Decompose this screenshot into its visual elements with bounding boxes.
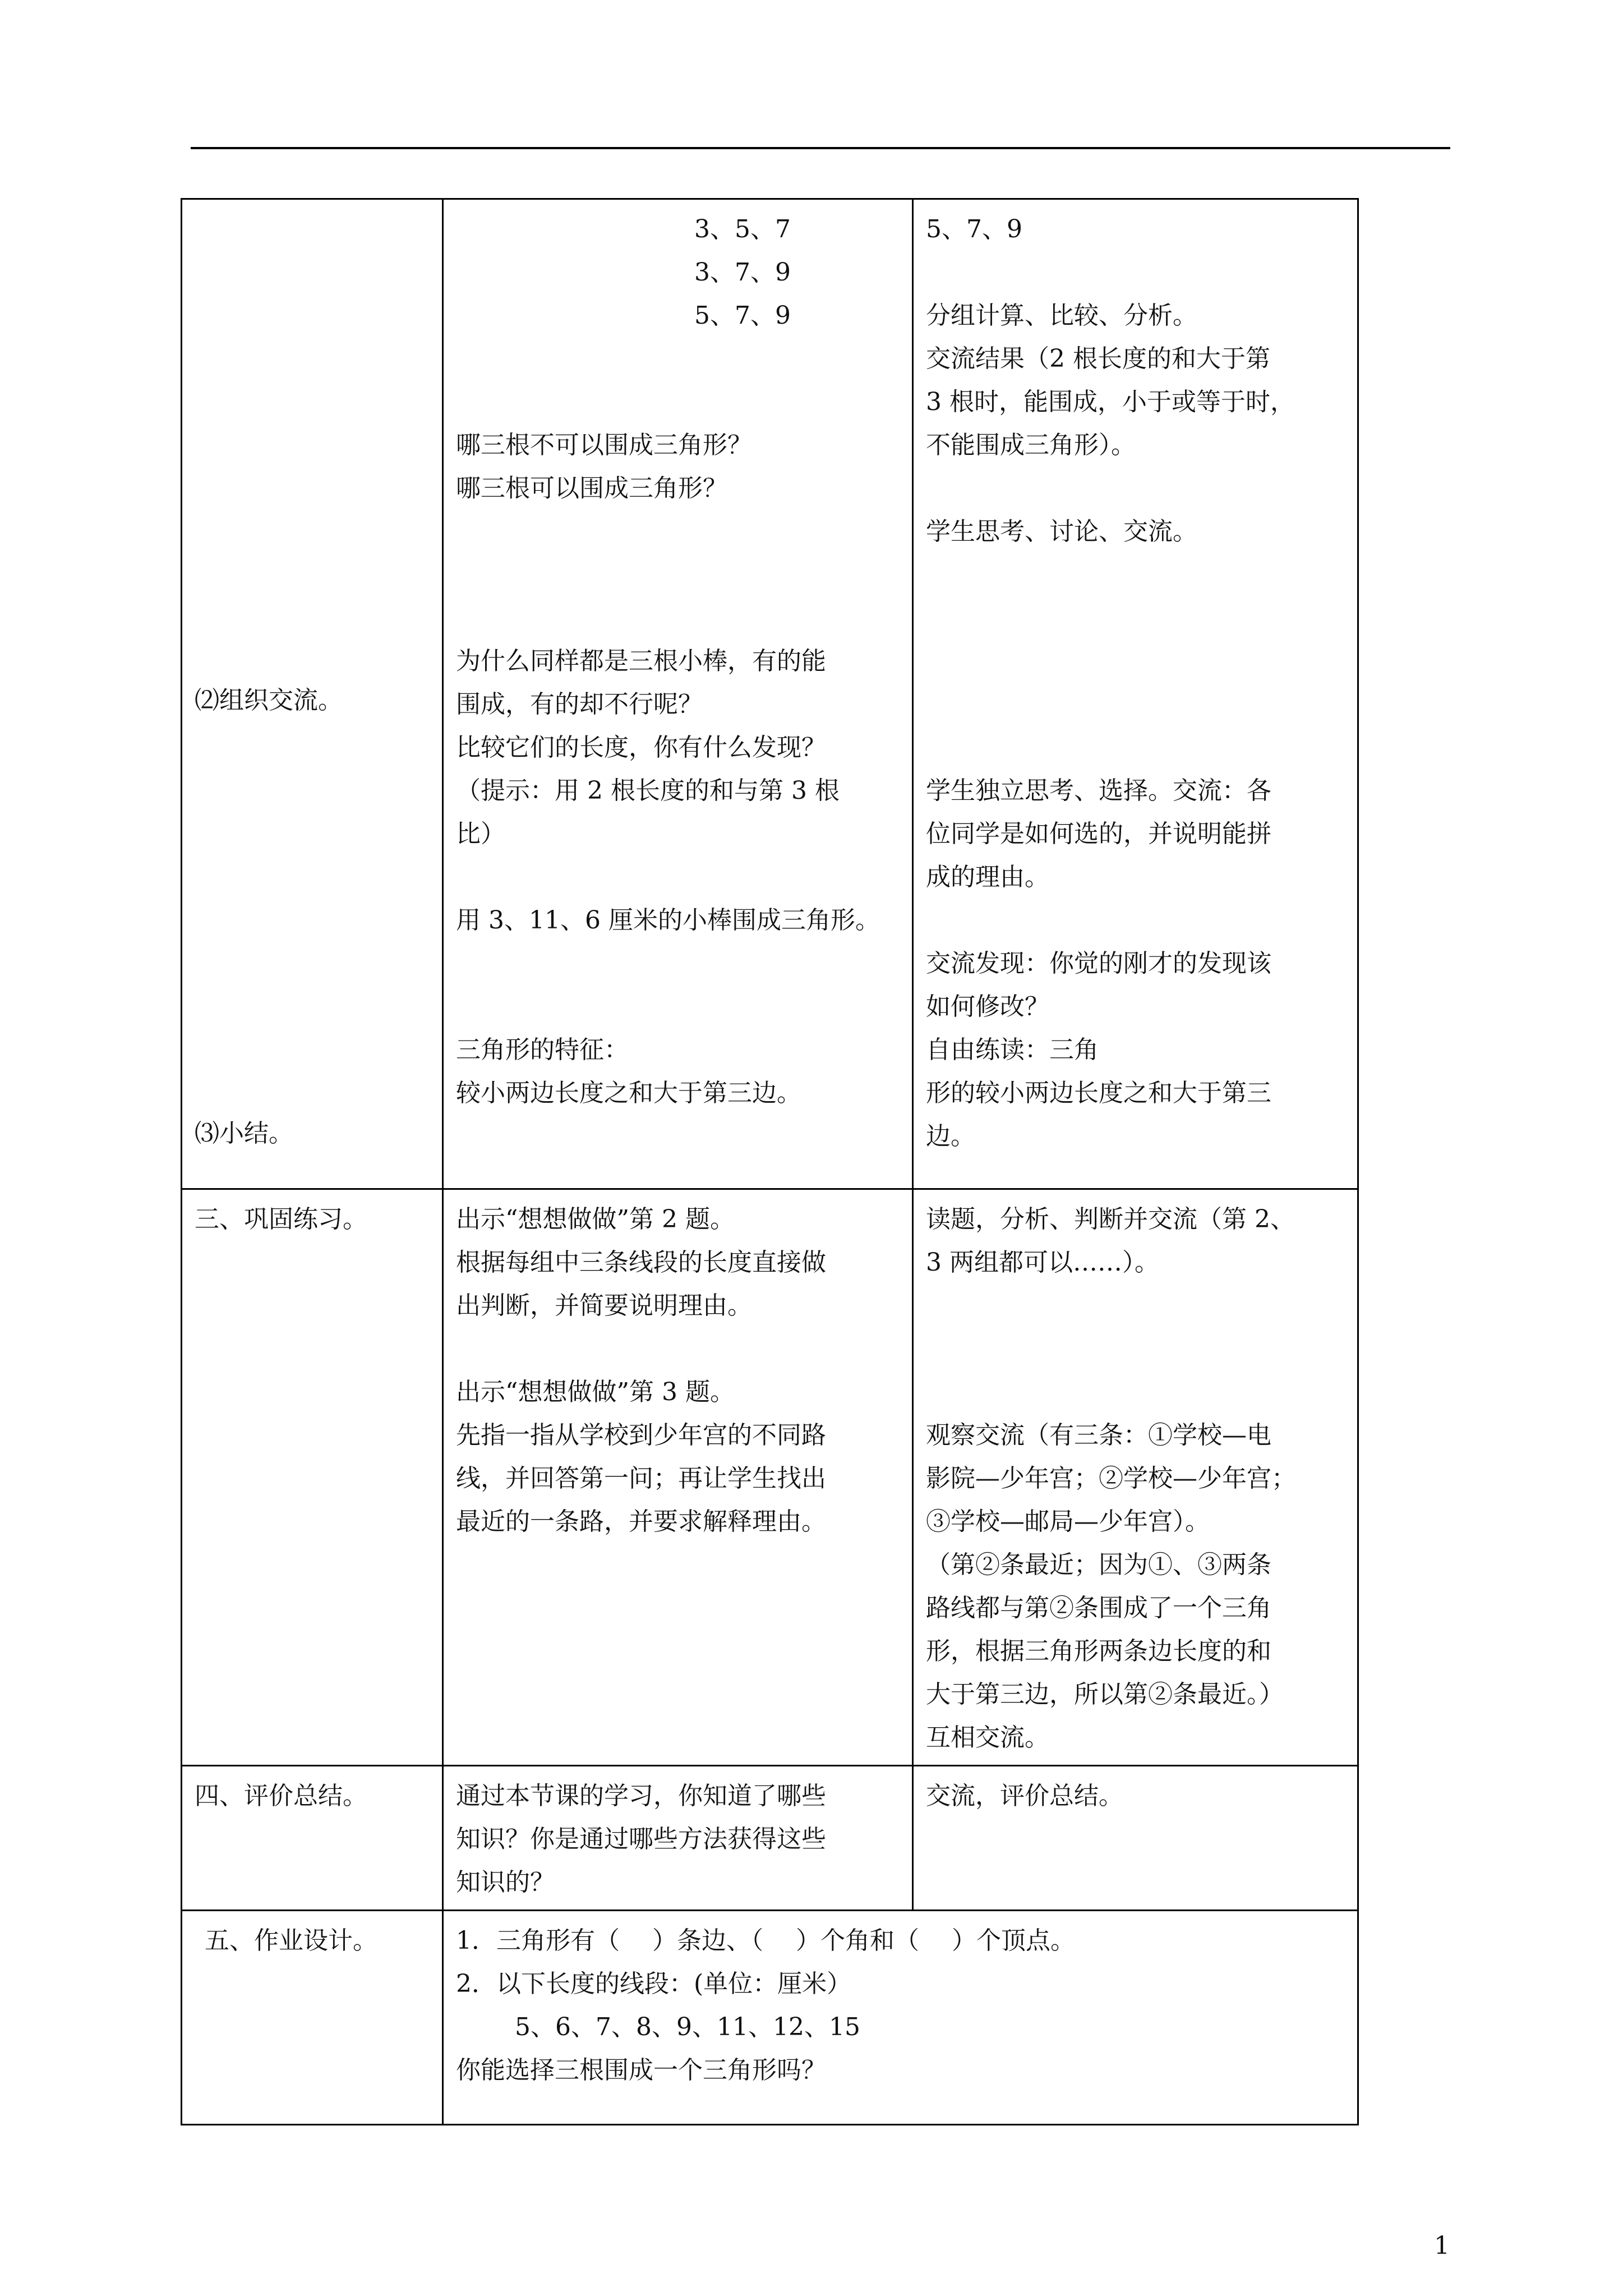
homework-item: 1．三角形有（ ）条边、（ ）个角和（ ）个顶点。 [456, 1926, 1075, 1955]
stage-cell [182, 199, 443, 1189]
stage-label-organize: ⑵组织交流。 [195, 686, 343, 715]
question: 哪三根可以围成三角形？ [456, 474, 727, 503]
feature-text: 较小两边长度之和大于第三边。 [456, 1079, 801, 1107]
teacher-activity-cell [443, 1766, 913, 1911]
student-activity-cell [913, 199, 1358, 1189]
student-text: 观察交流（有三条：①学校—电 [926, 1421, 1271, 1450]
homework-item: 你能选择三根围成一个三角形吗？ [456, 2056, 826, 2085]
student-text: 分组计算、比较、分析。 [926, 301, 1197, 330]
student-text: 位同学是如何选的，并说明能拼 [926, 820, 1271, 848]
student-text: 成的理由。 [926, 863, 1049, 891]
student-text: 自由练读：三角 [926, 1036, 1099, 1064]
question: 为什么同样都是三根小棒，有的能 [456, 647, 826, 675]
number-set: 5、7、9 [694, 301, 791, 330]
student-text: 学生独立思考、选择。交流：各 [926, 776, 1271, 805]
student-text: 大于第三边，所以第②条最近。） [926, 1680, 1284, 1709]
number-set: 5、7、9 [926, 215, 1022, 243]
student-text: 互相交流。 [926, 1723, 1049, 1752]
homework-cell [443, 1911, 1358, 2125]
lesson-plan-table [181, 198, 1359, 2125]
teacher-text: 根据每组中三条线段的长度直接做 [456, 1248, 826, 1277]
student-text: 形，根据三角形两条边长度的和 [926, 1637, 1271, 1665]
homework-lengths: 5、6、7、8、9、11、12、15 [515, 2013, 860, 2041]
stage-label: 四、评价总结。 [195, 1782, 367, 1810]
student-text: 影院—少年宫；②学校—少年宫； [926, 1464, 1296, 1493]
number-set: 3、7、9 [694, 258, 791, 287]
question: 围成，有的却不行呢？ [456, 690, 703, 719]
feature-title: 三角形的特征： [456, 1036, 629, 1064]
student-text: 交流，评价总结。 [926, 1782, 1123, 1810]
question: 哪三根不可以围成三角形？ [456, 431, 752, 459]
page-number: 1 [1434, 2231, 1450, 2260]
teacher-text: 先指一指从学校到少年宫的不同路 [456, 1421, 826, 1450]
task: 用 3、11、6 厘米的小棒围成三角形。 [456, 906, 880, 935]
hint: （提示：用 2 根长度的和与第 3 根 [456, 776, 840, 805]
student-text: ③学校—邮局—少年宫）。 [926, 1507, 1210, 1536]
student-text: 形的较小两边长度之和大于第三 [926, 1079, 1271, 1107]
student-text: 读题，分析、判断并交流（第 2、 [926, 1205, 1295, 1234]
stage-cell [182, 1911, 443, 2125]
teacher-activity-cell [443, 1189, 913, 1766]
student-text: 路线都与第②条围成了一个三角 [926, 1594, 1271, 1622]
stage-cell [182, 1766, 443, 1911]
stage-label-summary: ⑶小结。 [195, 1119, 293, 1148]
teacher-text: 出示“想想做做”第 2 题。 [456, 1205, 735, 1234]
student-activity-cell [913, 1189, 1358, 1766]
teacher-text: 知识？你是通过哪些方法获得这些 [456, 1825, 826, 1853]
hint: 比） [456, 820, 505, 848]
stage-label: 五、作业设计。 [205, 1926, 377, 1955]
student-text: 3 根时，能围成，小于或等于时， [926, 388, 1295, 416]
number-set: 3、5、7 [694, 215, 791, 243]
student-text: 边。 [926, 1122, 975, 1151]
question: 比较它们的长度，你有什么发现？ [456, 733, 826, 762]
table-row [182, 1766, 1358, 1911]
teacher-text: 通过本节课的学习，你知道了哪些 [456, 1782, 826, 1810]
student-text: （第②条最近；因为①、③两条 [926, 1550, 1271, 1579]
teacher-text: 出判断，并简要说明理由。 [456, 1291, 752, 1320]
teacher-text: 知识的？ [456, 1868, 555, 1897]
stage-label: 三、巩固练习。 [195, 1205, 367, 1234]
header-rule [191, 147, 1450, 149]
student-text: 如何修改？ [926, 992, 1049, 1021]
teacher-text: 线，并回答第一问；再让学生找出 [456, 1464, 826, 1493]
table-row [182, 199, 1358, 1189]
student-text: 3 两组都可以……）。 [926, 1248, 1159, 1277]
homework-item: 2．以下长度的线段：(单位：厘米） [456, 1970, 852, 1998]
table-row [182, 1189, 1358, 1766]
teacher-text: 出示“想想做做”第 3 题。 [456, 1378, 735, 1406]
stage-cell [182, 1189, 443, 1766]
student-text: 交流结果（2 根长度的和大于第 [926, 344, 1270, 373]
table-row [182, 1911, 1358, 2125]
teacher-activity-cell [443, 199, 913, 1189]
student-text: 交流发现：你觉的刚才的发现该 [926, 949, 1271, 978]
teacher-text: 最近的一条路，并要求解释理由。 [456, 1507, 826, 1536]
student-activity-cell [913, 1766, 1358, 1911]
student-text: 学生思考、讨论、交流。 [926, 517, 1197, 546]
student-text: 不能围成三角形）。 [926, 431, 1136, 459]
